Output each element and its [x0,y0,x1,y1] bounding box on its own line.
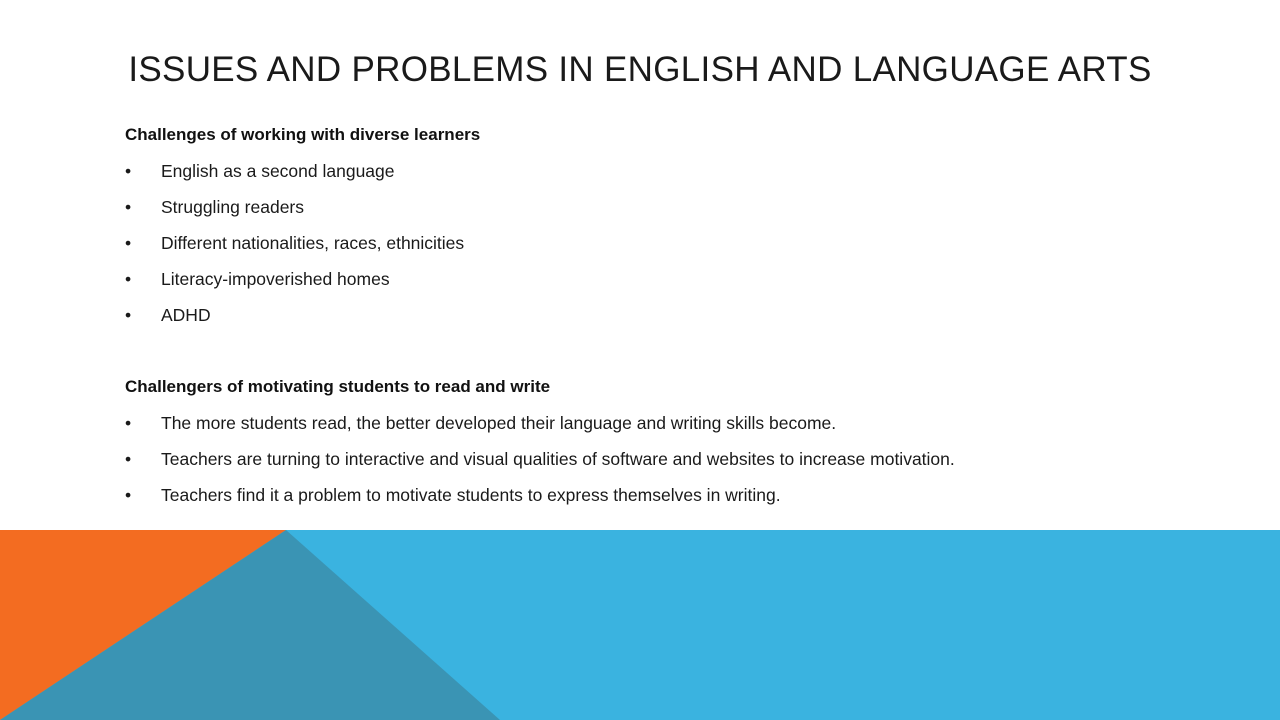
bullet-icon: • [125,233,132,253]
section-heading-diverse-learners: Challenges of working with diverse learners [125,125,481,144]
bullet-icon: • [125,197,132,217]
list-item: • The more students read, the better developed their language and writing skills become. [125,413,837,433]
list-item: • English as a second language [125,161,395,181]
bullet-icon: • [125,305,132,325]
list-item: • Literacy-impoverished homes [125,269,390,289]
list-item: • ADHD [125,305,211,325]
bullet-icon: • [125,161,132,181]
bullet-icon: • [125,485,132,505]
bullet-icon: • [125,449,132,469]
bullet-list-diverse-learners [125,160,1205,326]
bullet-list-motivating-students [125,412,1205,506]
section-spacer [125,340,1205,376]
slide-content [125,124,1205,520]
list-item: • Teachers find it a problem to motivate students to express themselves in writing. [125,485,781,505]
bullet-icon: • [125,269,132,289]
list-item: • Teachers are turning to interactive and visual qualities of software and websites to increase motivation. [125,449,955,469]
bullet-icon: • [125,413,132,433]
list-item: • Struggling readers [125,197,304,217]
list-item: • Different nationalities, races, ethnicities [125,233,465,253]
slide-title: ISSUES AND PROBLEMS IN ENGLISH AND LANGUAGE ARTS [128,50,1152,89]
decorative-footer-shapes [0,530,1280,720]
section-heading-motivating-students: Challengers of motivating students to read and write [125,377,551,396]
